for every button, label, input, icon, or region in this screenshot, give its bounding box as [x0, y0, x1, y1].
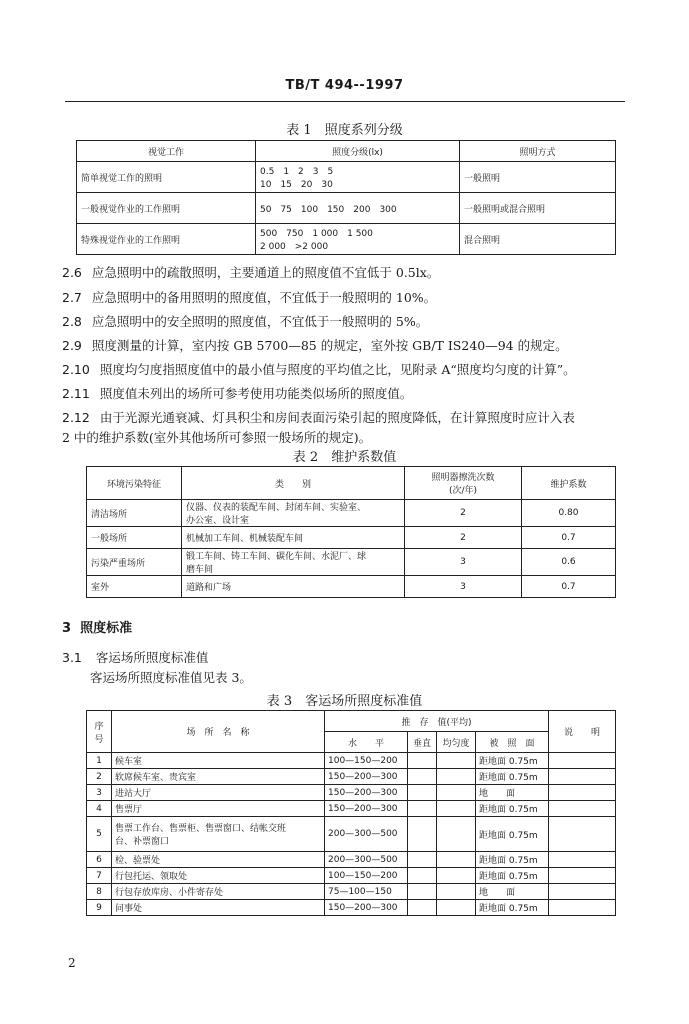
para-number: 2.8: [62, 314, 82, 329]
t2-header-times-line2: (次/年): [448, 486, 478, 496]
t3-cell-vertical: [408, 852, 437, 868]
table-row: [87, 500, 616, 527]
t2-cat-line: 办公室、设计室: [186, 516, 250, 526]
t2-cell-factor: 0.80: [522, 500, 616, 527]
t2-cat-line: 仪器、仪表的装配车间、封闭车间、实验室、: [186, 503, 367, 513]
table1: [76, 140, 616, 255]
t3-cell-uniformity: [437, 769, 476, 785]
t3-cell-place: 进站大厅: [112, 785, 325, 801]
t1-header-method: 照明方式: [460, 141, 616, 162]
t3-cell-note: [549, 817, 616, 852]
table-row: [87, 868, 616, 884]
t3-cell-surface: 距地面 0.75m: [476, 900, 549, 916]
subsection-3-1: [62, 648, 208, 666]
table2: [86, 466, 616, 598]
t1-level-line: 500 750 1 000 1 500: [260, 229, 373, 239]
table-row: [77, 224, 616, 255]
section-3-title: [62, 617, 132, 636]
t3-cell-seq: 4: [87, 801, 112, 817]
table-row: [87, 549, 616, 576]
t2-cell-times: 2: [405, 527, 522, 549]
table-row: [87, 900, 616, 916]
t3-cell-vertical: [408, 785, 437, 801]
t1-cell-levels: 50 75 100 150 200 300: [256, 193, 460, 224]
t3-header-recommended: 推 存 值(平均): [325, 711, 549, 732]
t3-cell-surface: 地 面: [476, 884, 549, 900]
t3-cell-surface: 距地面 0.75m: [476, 817, 549, 852]
t3-cell-uniformity: [437, 801, 476, 817]
t3-cell-seq: 9: [87, 900, 112, 916]
paragraph-2-7: [62, 288, 436, 308]
t1-header-levels: 照度分级(lx): [256, 141, 460, 162]
table-row: [87, 801, 616, 817]
t3-cell-surface: 距地面 0.75m: [476, 753, 549, 769]
t3-cell-horizontal: 200—300—500: [325, 852, 408, 868]
t3-cell-vertical: [408, 753, 437, 769]
t3-header-seq-2: 号: [94, 734, 104, 745]
t3-cell-surface: 距地面 0.75m: [476, 852, 549, 868]
para-number: 2.12: [62, 410, 90, 425]
t3-header-seq-1: 序: [94, 721, 104, 732]
para-text: 应急照明中的安全照明的照度值，不宜低于一般照明的 5%。: [91, 314, 429, 329]
t3-cell-uniformity: [437, 785, 476, 801]
t3-header-vertical: 垂直: [408, 732, 437, 753]
t1-cell-levels: [256, 162, 460, 193]
table-row: [87, 753, 616, 769]
para-number: 2.10: [62, 362, 90, 377]
t3-cell-note: [549, 868, 616, 884]
t2-cell-category: 机械加工车间、机械装配车间: [182, 527, 405, 549]
page-header: TB/T 494--1997: [285, 78, 404, 93]
t3-cell-uniformity: [437, 868, 476, 884]
t2-cell-env: 污染严重场所: [87, 549, 182, 576]
t3-cell-place: 行包托运、领取处: [112, 868, 325, 884]
t3-cell-horizontal: 150—200—300: [325, 785, 408, 801]
para-number: 2.6: [62, 265, 82, 280]
t1-cell-work: 一般视觉作业的工作照明: [77, 193, 256, 224]
section-number: 3: [62, 621, 72, 636]
t2-cell-category: 道路和广场: [182, 576, 405, 598]
table3: [86, 710, 616, 916]
t3-cell-note: [549, 852, 616, 868]
t1-cell-levels: [256, 224, 460, 255]
table-row: [87, 852, 616, 868]
table2-caption: 表 2 维护系数值: [292, 450, 397, 465]
t3-cell-horizontal: 200—300—500: [325, 817, 408, 852]
t3-cell-place: 软席候车室、贵宾室: [112, 769, 325, 785]
table3-caption: 表 3 客运场所照度标准值: [266, 694, 423, 709]
t2-cell-factor: 0.7: [522, 576, 616, 598]
t3-cell-uniformity: [437, 817, 476, 852]
t3-cell-place: 候车室: [112, 753, 325, 769]
t3-header-seq: [87, 711, 112, 753]
para-text: 照度值未列出的场所可参考使用功能类似场所的照度值。: [99, 386, 413, 401]
t3-header-note: 说 明: [549, 711, 616, 753]
para-text: 应急照明中的备用照明的照度值，不宜低于一般照明的 10%。: [91, 290, 437, 305]
t1-cell-work: 特殊视觉作业的工作照明: [77, 224, 256, 255]
t3-cell-vertical: [408, 801, 437, 817]
t1-cell-method: 混合照明: [460, 224, 616, 255]
t3-cell-horizontal: 150—200—300: [325, 900, 408, 916]
t3-cell-seq: 7: [87, 868, 112, 884]
t3-cell-place: [112, 817, 325, 852]
paragraph-2-11: [62, 384, 412, 404]
t2-cell-env: 清洁场所: [87, 500, 182, 527]
t2-header-category: 类 别: [182, 467, 405, 500]
t3-place-line: 台、补票窗口: [115, 837, 170, 847]
t3-place-line: 售票工作台、售票柜、售票窗口、结帐交班: [115, 824, 287, 834]
t2-cell-category: [182, 549, 405, 576]
t2-header-factor: 维护系数: [522, 467, 616, 500]
t1-cell-method: 一般照明: [460, 162, 616, 193]
table-row: [77, 193, 616, 224]
para-text: 照度测量的计算，室内按 GB 5700—85 的规定，室外按 GB/T IS240—94 的规定。: [91, 338, 568, 353]
t3-cell-uniformity: [437, 852, 476, 868]
t3-cell-seq: 6: [87, 852, 112, 868]
paragraph-2-12: [62, 408, 575, 428]
t3-header-uniformity: 均匀度: [437, 732, 476, 753]
t3-cell-horizontal: 100—150—200: [325, 868, 408, 884]
t3-cell-surface: 距地面 0.75m: [476, 769, 549, 785]
t3-cell-surface: 地 面: [476, 785, 549, 801]
table-row: [87, 884, 616, 900]
paragraph-2-10: [62, 360, 576, 380]
paragraph-2-12-cont: 2 中的维护系数(室外其他场所可参照一般场所的规定)。: [62, 430, 372, 445]
t3-cell-place: 问事处: [112, 900, 325, 916]
t3-cell-seq: 1: [87, 753, 112, 769]
table-row: [87, 785, 616, 801]
t3-cell-note: [549, 900, 616, 916]
t2-header-times-line1: 照明器擦洗次数: [431, 473, 495, 483]
t2-cell-env: 一般场所: [87, 527, 182, 549]
subsection-title: 客运场所照度标准值: [95, 650, 209, 665]
t3-cell-note: [549, 769, 616, 785]
t3-cell-vertical: [408, 868, 437, 884]
t3-cell-vertical: [408, 769, 437, 785]
t3-cell-note: [549, 801, 616, 817]
t3-cell-vertical: [408, 900, 437, 916]
para-text: 照度均匀度指照度值中的最小值与照度的平均值之比，见附录 A“照度均匀度的计算”。: [99, 362, 576, 377]
t3-cell-surface: 距地面 0.75m: [476, 801, 549, 817]
t3-cell-place: 售票厅: [112, 801, 325, 817]
t3-cell-horizontal: 150—200—300: [325, 769, 408, 785]
t2-cell-env: 室外: [87, 576, 182, 598]
paragraph-2-9: [62, 336, 568, 356]
t2-cell-times: 2: [405, 500, 522, 527]
para-number: 2.9: [62, 338, 82, 353]
table-row: [87, 769, 616, 785]
subsection-number: 3.1: [62, 650, 82, 665]
t1-level-line: 0.5 1 2 3 5: [260, 167, 334, 177]
paragraph-2-8: [62, 312, 428, 332]
t2-cell-category: [182, 500, 405, 527]
t2-cell-factor: 0.6: [522, 549, 616, 576]
t2-cat-line: 磨车间: [186, 565, 214, 575]
t2-header-times: [405, 467, 522, 500]
header-rule: [65, 101, 625, 102]
t2-cat-line: 锻工车间、铸工车间、碳化车间、水泥厂、球: [186, 552, 367, 562]
t3-header-surface: 被 照 面: [476, 732, 549, 753]
t3-cell-place: 检、验票处: [112, 852, 325, 868]
t3-cell-seq: 5: [87, 817, 112, 852]
t3-cell-note: [549, 785, 616, 801]
page-number: 2: [68, 956, 76, 970]
t3-cell-surface: 距地面 0.75m: [476, 868, 549, 884]
para-number: 2.11: [62, 386, 90, 401]
t2-cell-times: 3: [405, 576, 522, 598]
table-row: [87, 817, 616, 852]
t3-cell-vertical: [408, 884, 437, 900]
t3-cell-horizontal: 150—200—300: [325, 801, 408, 817]
section-title-text: 照度标准: [80, 621, 133, 636]
t1-level-line: 10 15 20 30: [260, 180, 333, 190]
t1-header-work: 视觉工作: [77, 141, 256, 162]
t3-header-horizontal: 水 平: [325, 732, 408, 753]
table-row: [77, 162, 616, 193]
table-row: [87, 576, 616, 598]
t3-cell-uniformity: [437, 884, 476, 900]
t2-header-env: 环境污染特征: [87, 467, 182, 500]
t3-cell-horizontal: 100—150—200: [325, 753, 408, 769]
t1-cell-work: 简单视觉工作的照明: [77, 162, 256, 193]
t3-header-place: 场 所 名 称: [112, 711, 325, 753]
t3-cell-seq: 8: [87, 884, 112, 900]
paragraph-2-6: [62, 263, 439, 283]
t3-cell-place: 行包存放库房、小件寄存处: [112, 884, 325, 900]
t1-cell-method: 一般照明或混合照明: [460, 193, 616, 224]
t3-cell-uniformity: [437, 753, 476, 769]
subsection-3-1-text: 客运场所照度标准值见表 3。: [90, 670, 252, 685]
table1-caption: 表 1 照度系列分级: [286, 123, 403, 138]
para-text: 应急照明中的疏散照明，主要通道上的照度值不宜低于 0.5lx。: [91, 265, 440, 280]
t3-cell-horizontal: 75—100—150: [325, 884, 408, 900]
para-text: 由于光源光通衰减、灯具积尘和房间表面污染引起的照度降低，在计算照度时应计入表: [99, 410, 575, 425]
t3-cell-vertical: [408, 817, 437, 852]
t2-cell-factor: 0.7: [522, 527, 616, 549]
t2-cell-times: 3: [405, 549, 522, 576]
t3-cell-uniformity: [437, 900, 476, 916]
para-number: 2.7: [62, 290, 82, 305]
t3-cell-note: [549, 753, 616, 769]
t3-cell-seq: 3: [87, 785, 112, 801]
t3-cell-note: [549, 884, 616, 900]
t3-cell-seq: 2: [87, 769, 112, 785]
t1-level-line: 2 000 >2 000: [260, 242, 329, 252]
table-row: [87, 527, 616, 549]
